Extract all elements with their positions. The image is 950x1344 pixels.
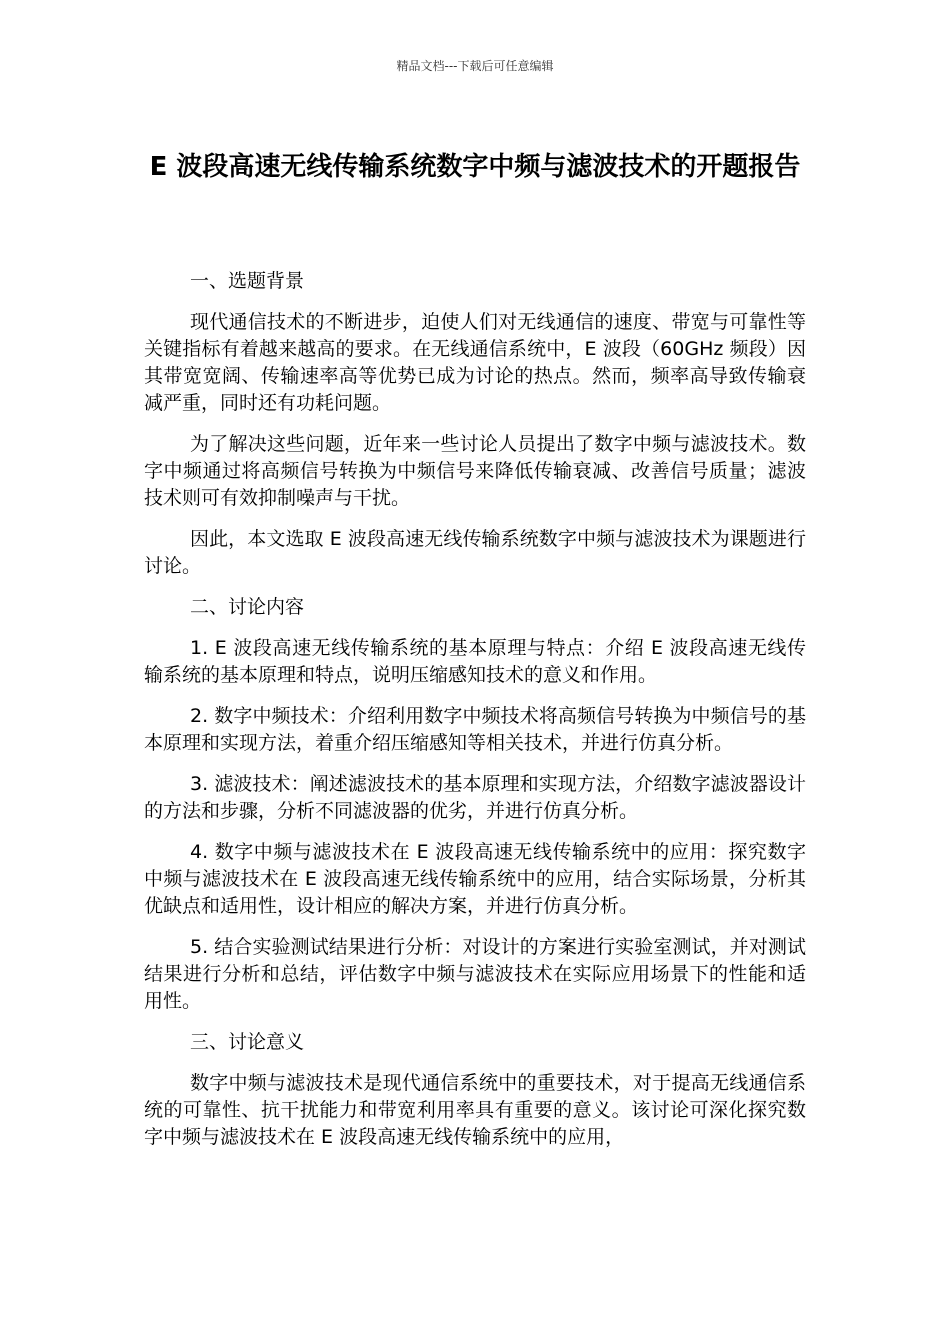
list-item: 3. 滤波技术：阐述滤波技术的基本原理和实现方法，介绍数字滤波器设计的方法和步骤，分析不同滤波器的优劣，并进行仿真分析。: [144, 773, 806, 822]
paragraph: 现代通信技术的不断进步，迫使人们对无线通信的速度、带宽与可靠性等关键指标有着越来越高的要求。在无线通信系统中，E 波段（60GHz 频段）因其带宽宽阔、传输速率高等优势已成为讨论的热点。然而，频率高导致传输衰减严重，同时还有功耗问题。: [144, 311, 806, 414]
section-background: [144, 268, 806, 580]
list-item: 5. 结合实验测试结果进行分析：对设计的方案进行实验室测试，并对测试结果进行分析和总结，评估数字中频与滤波技术在实际应用场景下的性能和适用性。: [144, 936, 806, 1012]
list-item: 4. 数字中频与滤波技术在 E 波段高速无线传输系统中的应用：探究数字中频与滤波技术在 E 波段高速无线传输系统中的应用，结合实际场景，分析其优缺点和适用性，设计相应的解决方案，并进行仿真分析。: [144, 841, 806, 917]
document-body: [144, 268, 806, 1165]
section-significance: [144, 1029, 806, 1151]
paragraph: 为了解决这些问题，近年来一些讨论人员提出了数字中频与滤波技术。数字中频通过将高频信号转换为中频信号来降低传输衰减、改善信号质量；滤波技术则可有效抑制噪声与干扰。: [144, 433, 806, 509]
section-heading: 三、讨论意义: [190, 1031, 305, 1053]
list-item: 1. E 波段高速无线传输系统的基本原理与特点：介绍 E 波段高速无线传输系统的基本原理和特点，说明压缩感知技术的意义和作用。: [144, 637, 806, 686]
section-heading: 一、选题背景: [190, 270, 305, 292]
paragraph: 因此，本文选取 E 波段高速无线传输系统数字中频与滤波技术为课题进行讨论。: [144, 528, 806, 577]
list-item: 2. 数字中频技术：介绍利用数字中频技术将高频信号转换为中频信号的基本原理和实现方法，着重介绍压缩感知等相关技术，并进行仿真分析。: [144, 705, 806, 754]
document-title: E 波段高速无线传输系统数字中频与滤波技术的开题报告: [149, 152, 801, 182]
header-note: 精品文档---下载后可任意编辑: [396, 59, 554, 73]
paragraph: 数字中频与滤波技术是现代通信系统中的重要技术，对于提高无线通信系统的可靠性、抗干扰能力和带宽利用率具有重要的意义。该讨论可深化探究数字中频与滤波技术在 E 波段高速无线传输系统中的应用，: [144, 1072, 806, 1148]
section-heading: 二、讨论内容: [190, 596, 305, 618]
section-content: [144, 594, 806, 1015]
